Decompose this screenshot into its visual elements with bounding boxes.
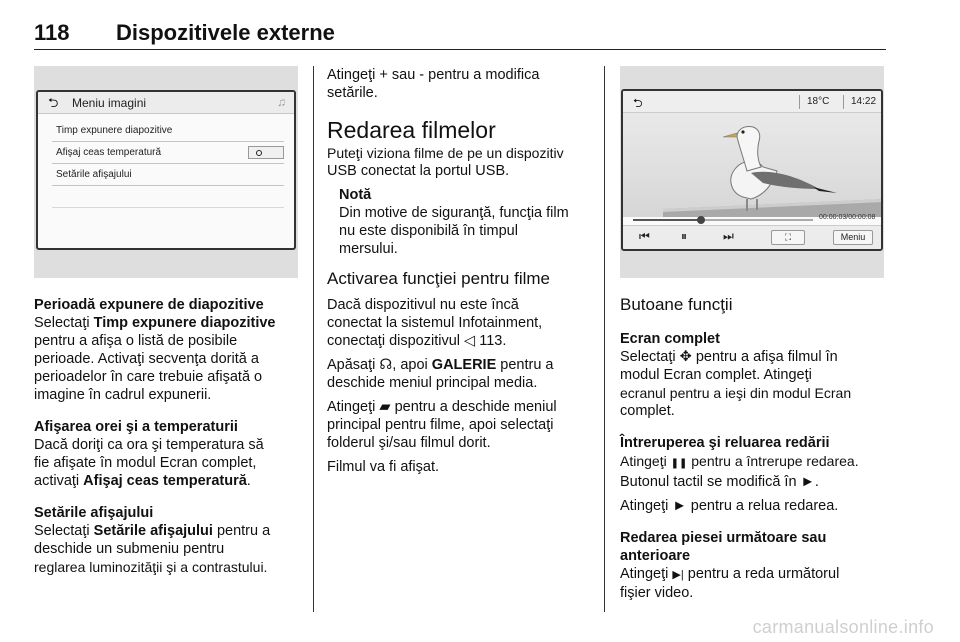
page-number: 118 xyxy=(34,20,70,45)
body-text: conectaţi dispozitivul ◁ 113. xyxy=(327,333,507,349)
fullscreen-button[interactable]: ⛶ xyxy=(771,230,805,245)
menu-item-display-settings[interactable] xyxy=(52,164,284,186)
body-text: Dacă dispozitivul nu este încă xyxy=(327,297,519,313)
page-header xyxy=(34,14,886,50)
body-text: USB conectat la portul USB. xyxy=(327,163,510,179)
fullscreen-icon: ✥ xyxy=(679,349,692,365)
body-text: Atingeţi ► pentru a relua redarea. xyxy=(620,498,839,514)
section-heading: Butoane funcţii xyxy=(620,295,733,314)
body-text: Atingeţi ▰ pentru a deschide meniul xyxy=(327,399,557,415)
body-text: folderul şi/sau filmul dorit. xyxy=(327,435,491,451)
body-text: complet. xyxy=(620,403,675,419)
seek-progress xyxy=(633,219,701,221)
figure-video-player xyxy=(620,66,884,278)
body-text: principal pentru filme, apoi selectaţi xyxy=(327,417,554,433)
body-text: perioadelor în care trebuie afişată o xyxy=(34,369,263,385)
section-title: Perioadă expunere de diapozitive xyxy=(34,297,264,313)
play-icon: ► xyxy=(800,474,815,490)
column-divider-left xyxy=(313,66,314,612)
page-title: Dispozitivele externe xyxy=(116,20,335,45)
body-text: Dacă doriţi ca ora şi temperatura să xyxy=(34,437,264,453)
next-track-icon: ▶| xyxy=(672,569,684,581)
left-column-text xyxy=(34,296,306,576)
body-text: perioade. Activaţi secvenţa dorită a xyxy=(34,351,259,367)
previous-icon[interactable]: ⏮ xyxy=(639,229,650,243)
clock-readout: 14:22 xyxy=(851,96,877,107)
middle-column-text xyxy=(327,66,599,476)
watermark: carmanualsonline.info xyxy=(752,617,934,637)
ui-term: Setările afişajului xyxy=(93,523,213,539)
body-text: conectat la sistemul Infotainment, xyxy=(327,315,543,331)
media-source-icon: ☊ xyxy=(379,357,393,373)
next-icon[interactable]: ⏭ xyxy=(723,229,734,243)
body-text: pentru a afişa o listă de posibile xyxy=(34,333,238,349)
body-text: Butonul tactil se modifică în ►. xyxy=(620,474,819,490)
body-text: fişier video. xyxy=(620,585,694,601)
status-separator xyxy=(799,95,800,109)
ui-term: GALERIE xyxy=(431,357,497,373)
body-text: setările. xyxy=(327,85,378,101)
clock-temp-toggle[interactable] xyxy=(248,146,284,159)
menu-item-label: Afişaj ceas temperatură xyxy=(56,147,162,158)
body-text: reglarea luminozităţii şi a contrastului. xyxy=(34,559,268,575)
toggle-circle-icon xyxy=(256,150,262,156)
menu-item-slide-time[interactable] xyxy=(52,120,284,142)
body-text: deschide un submeniu pentru xyxy=(34,541,225,557)
pause-icon: ❚❚ xyxy=(670,458,688,469)
ui-term: Afişaj ceas temperatură xyxy=(83,473,247,489)
section-title: Întreruperea şi reluarea redării xyxy=(620,435,830,451)
playback-controls xyxy=(623,225,881,249)
menu-item-clock-temp[interactable] xyxy=(52,142,284,164)
seagull-image xyxy=(623,113,881,217)
note-text: nu este disponibilă în timpul xyxy=(339,223,518,239)
body-text: modul Ecran complet. Atingeţi xyxy=(620,367,812,383)
time-code: 00:00:03/00:00:08 xyxy=(819,214,876,221)
note-text: mersului. xyxy=(339,241,398,257)
body-text: Selectaţi ✥ pentru a afişa filmul în xyxy=(620,349,838,365)
safety-note xyxy=(327,186,599,258)
body-text: deschide meniul principal media. xyxy=(327,375,538,391)
menu-empty-row xyxy=(52,186,284,208)
body-text: ecranul pentru a ieşi din modul Ecran xyxy=(620,385,852,401)
status-separator xyxy=(843,95,844,109)
section-title: Redarea piesei următoare sau xyxy=(620,530,827,546)
section-title: Setările afişajului xyxy=(34,505,154,521)
video-player-screen xyxy=(621,89,883,251)
image-menu-titlebar xyxy=(38,92,294,114)
page-ref-icon: ◁ xyxy=(464,333,476,349)
play-icon: ► xyxy=(672,498,687,514)
body-text: imagine în cadrul expunerii. xyxy=(34,387,212,403)
ui-term: Timp expunere diapozitive xyxy=(93,315,276,331)
temperature-readout: 18°C xyxy=(807,96,830,107)
back-icon[interactable]: ⮌ xyxy=(633,96,643,110)
note-text: Din motive de siguranţă, funcţia film xyxy=(339,205,569,221)
menu-item-label: Setările afişajului xyxy=(56,169,132,180)
music-note-icon: ♫ xyxy=(277,95,286,109)
image-menu-screen xyxy=(36,90,296,250)
figure-image-menu xyxy=(34,66,298,278)
body-text: fie afişate în modul Ecran complet, xyxy=(34,455,257,471)
image-menu-title: Meniu imagini xyxy=(72,96,147,110)
back-icon[interactable]: ⮌ xyxy=(48,95,59,110)
body-text: Apăsaţi ☊, apoi GALERIE pentru a xyxy=(327,357,554,373)
right-column-text xyxy=(620,294,892,602)
chapter-heading: Redarea filmelor xyxy=(327,117,496,143)
body-text: Atingeţi + sau - pentru a modifica xyxy=(327,67,540,83)
body-text: Atingeţi ▶| pentru a reda următorul xyxy=(620,566,840,582)
section-title: anterioare xyxy=(620,548,691,564)
section-title: Afişarea orei şi a temperaturii xyxy=(34,419,238,435)
menu-button[interactable]: Meniu xyxy=(833,230,873,245)
page-ref[interactable]: 113. xyxy=(475,333,507,349)
video-frame[interactable] xyxy=(623,113,881,217)
menu-item-label: Timp expunere diapozitive xyxy=(56,125,173,136)
body-text: Puteţi viziona filme de pe un dispozitiv xyxy=(327,145,564,161)
player-status-bar xyxy=(623,91,881,113)
seek-handle[interactable] xyxy=(697,216,705,224)
film-icon: ▰ xyxy=(379,399,391,415)
body-text: activaţi Afişaj ceas temperatură. xyxy=(34,473,251,489)
note-title: Notă xyxy=(339,187,372,203)
body-text: Atingeţi ❚❚ pentru a întrerupe redarea. xyxy=(620,453,859,469)
pause-icon[interactable]: ⏸ xyxy=(681,229,688,243)
seek-bar[interactable] xyxy=(633,219,813,221)
body-text: Selectaţi Setările afişajului pentru a xyxy=(34,523,271,539)
section-title: Ecran complet xyxy=(620,331,720,347)
section-heading: Activarea funcţiei pentru filme xyxy=(327,269,550,288)
column-divider-right xyxy=(604,66,605,612)
body-text: Selectaţi Timp expunere diapozitive xyxy=(34,315,276,331)
body-text: Filmul va fi afişat. xyxy=(327,459,439,475)
